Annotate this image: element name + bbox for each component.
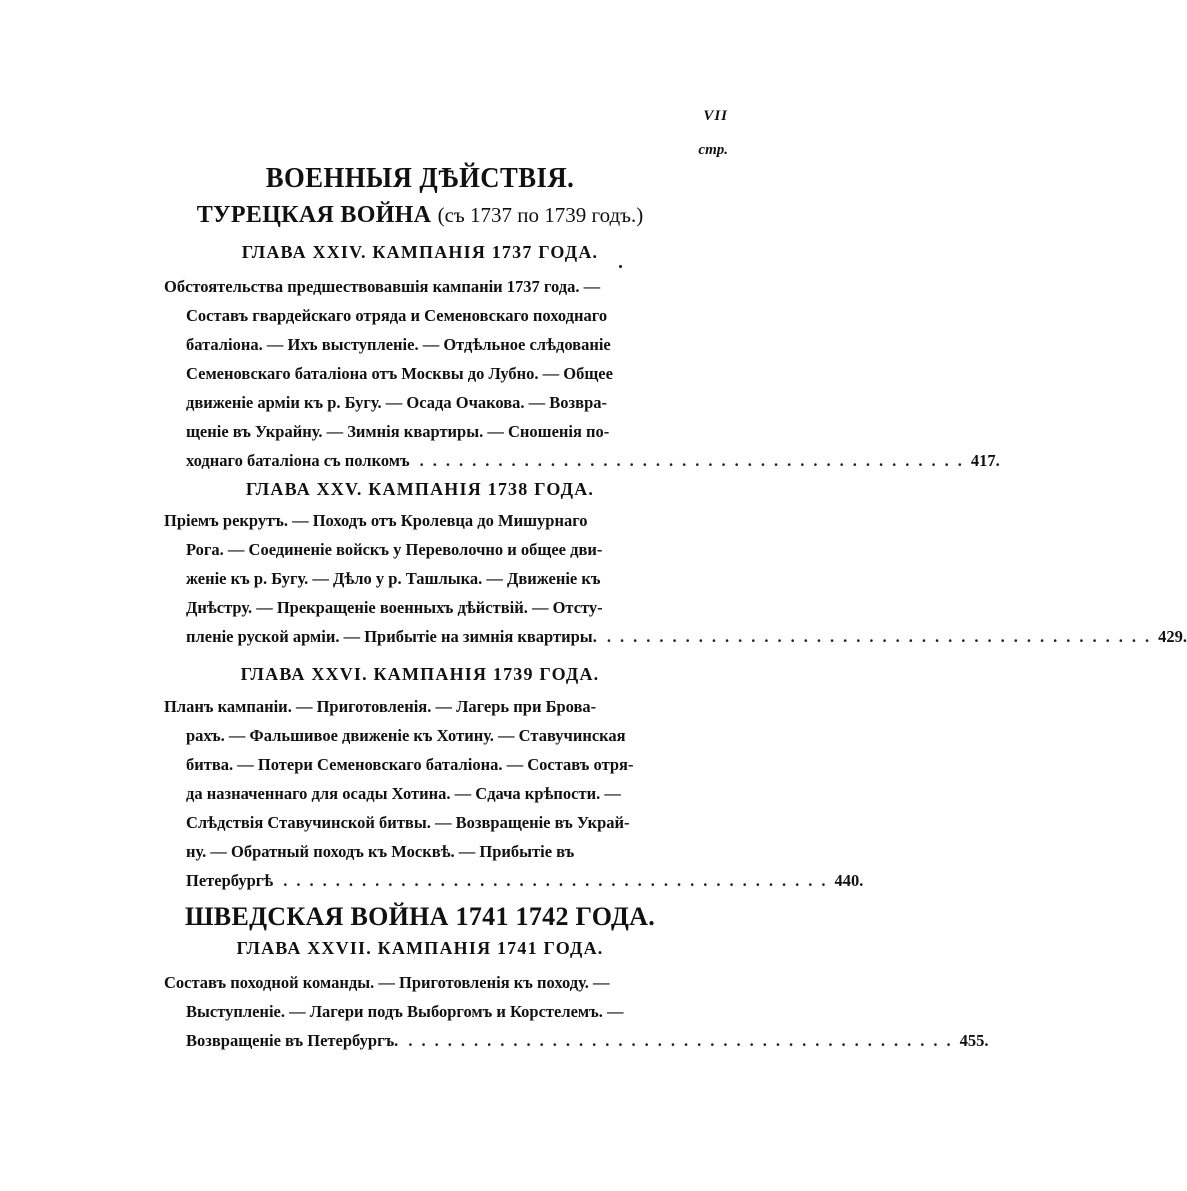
page-reference: 440. (834, 871, 864, 890)
chapter-title: ГЛАВА XXV. КАМПАНІЯ 1738 ГОДА. (245, 479, 595, 499)
summary-line-text: ходнаго баталіона съ полкомъ (186, 451, 410, 470)
summary-line: Обстоятельства предшествовавшія кампаніи 1737 года. — (164, 277, 601, 296)
summary-line: щеніе въ Украйну. — Зимнія квартиры. — Сношенія по- (186, 422, 610, 441)
summary-line: рахъ. — Фальшивое движеніе къ Хотину. — Ставучинская (186, 726, 626, 745)
page-number: VII (703, 108, 728, 124)
chapter-title: ГЛАВА XXIV. КАМПАНІЯ 1737 ГОДА. (241, 242, 599, 262)
summary-line: ну. — Обратный походъ къ Москвѣ. — Прибытіе въ (186, 842, 575, 861)
summary-line: движеніе арміи къ р. Бугу. — Осада Очакова. — Возвра- (186, 393, 607, 412)
chapter-summary (164, 272, 1000, 475)
summary-line: женіе къ р. Бугу. — Дѣло у р. Ташлыка. — Движеніе къ (186, 569, 601, 588)
stray-mark (619, 265, 622, 268)
summary-line-text: Петербургѣ (186, 871, 274, 890)
dot-leader: .......................................... (606, 627, 1159, 646)
chapter-summary (164, 506, 1187, 651)
summary-line: Рога. — Соединеніе войскъ у Переволочно и общее дви- (186, 540, 603, 559)
summary-line: Семеновскаго баталіона отъ Москвы до Лубно. — Общее (186, 364, 613, 383)
summary-line-text: пленіе руской арміи. — Прибытіе на зимнія квартиры. (186, 627, 597, 646)
chapter-summary (164, 692, 864, 895)
page-column-label: стр. (698, 142, 728, 158)
summary-line: Слѣдствія Ставучинской битвы. — Возвращеніе въ Украй- (186, 813, 630, 832)
turkish-war-dates: (съ 1737 по 1739 годъ.) (437, 203, 644, 227)
chapter-summary (164, 968, 989, 1055)
dot-leader: .......................................... (283, 871, 835, 890)
summary-line: Выступленіе. — Лагери подъ Выборгомъ и Корстелемъ. — (186, 1002, 624, 1021)
summary-line-text: Возвращеніе въ Петербургъ. (186, 1031, 399, 1050)
summary-line: Пріемъ рекрутъ. — Походъ отъ Кролевца до Мишурнаго (164, 511, 588, 530)
page-reference: 429. (1158, 627, 1187, 646)
summary-last-line (164, 446, 1000, 475)
chapter-title: ГЛАВА XXVII. КАМПАНІЯ 1741 ГОДА. (236, 938, 604, 958)
summary-line: Днѣстру. — Прекращеніе военныхъ дѣйствій. — Отсту- (186, 598, 603, 617)
summary-line: Планъ кампаніи. — Приготовленія. — Лагерь при Брова- (164, 697, 597, 716)
dot-leader: .......................................... (419, 451, 971, 470)
summary-line: Составъ гвардейскаго отряда и Семеновскаго походнаго (186, 306, 608, 325)
summary-line: Составъ походной команды. — Приготовленія къ походу. — (164, 973, 610, 992)
summary-line: да назначеннаго для осады Хотина. — Сдача крѣпости. — (186, 784, 621, 803)
section-title: ВОЕННЫЯ ДѢЙСТВІЯ. (265, 162, 575, 194)
chapter-title: ГЛАВА XXVI. КАМПАНІЯ 1739 ГОДА. (240, 664, 600, 684)
turkish-war-heading (0, 202, 840, 229)
page-reference: 455. (959, 1031, 989, 1050)
summary-last-line (164, 1026, 989, 1055)
turkish-war-title: ТУРЕЦКАЯ ВОЙНА (196, 202, 432, 228)
page-reference: 417. (970, 451, 1000, 470)
swedish-war-heading: ШВЕДСКАЯ ВОЙНА 1741 1742 ГОДА. (184, 902, 656, 931)
summary-last-line (164, 622, 1187, 651)
summary-line: битва. — Потери Семеновскаго баталіона. — Составъ отря- (186, 755, 634, 774)
dot-leader: .......................................... (408, 1031, 960, 1050)
summary-line: баталіона. — Ихъ выступленіе. — Отдѣльное слѣдованіе (186, 335, 611, 354)
summary-last-line (164, 866, 864, 895)
